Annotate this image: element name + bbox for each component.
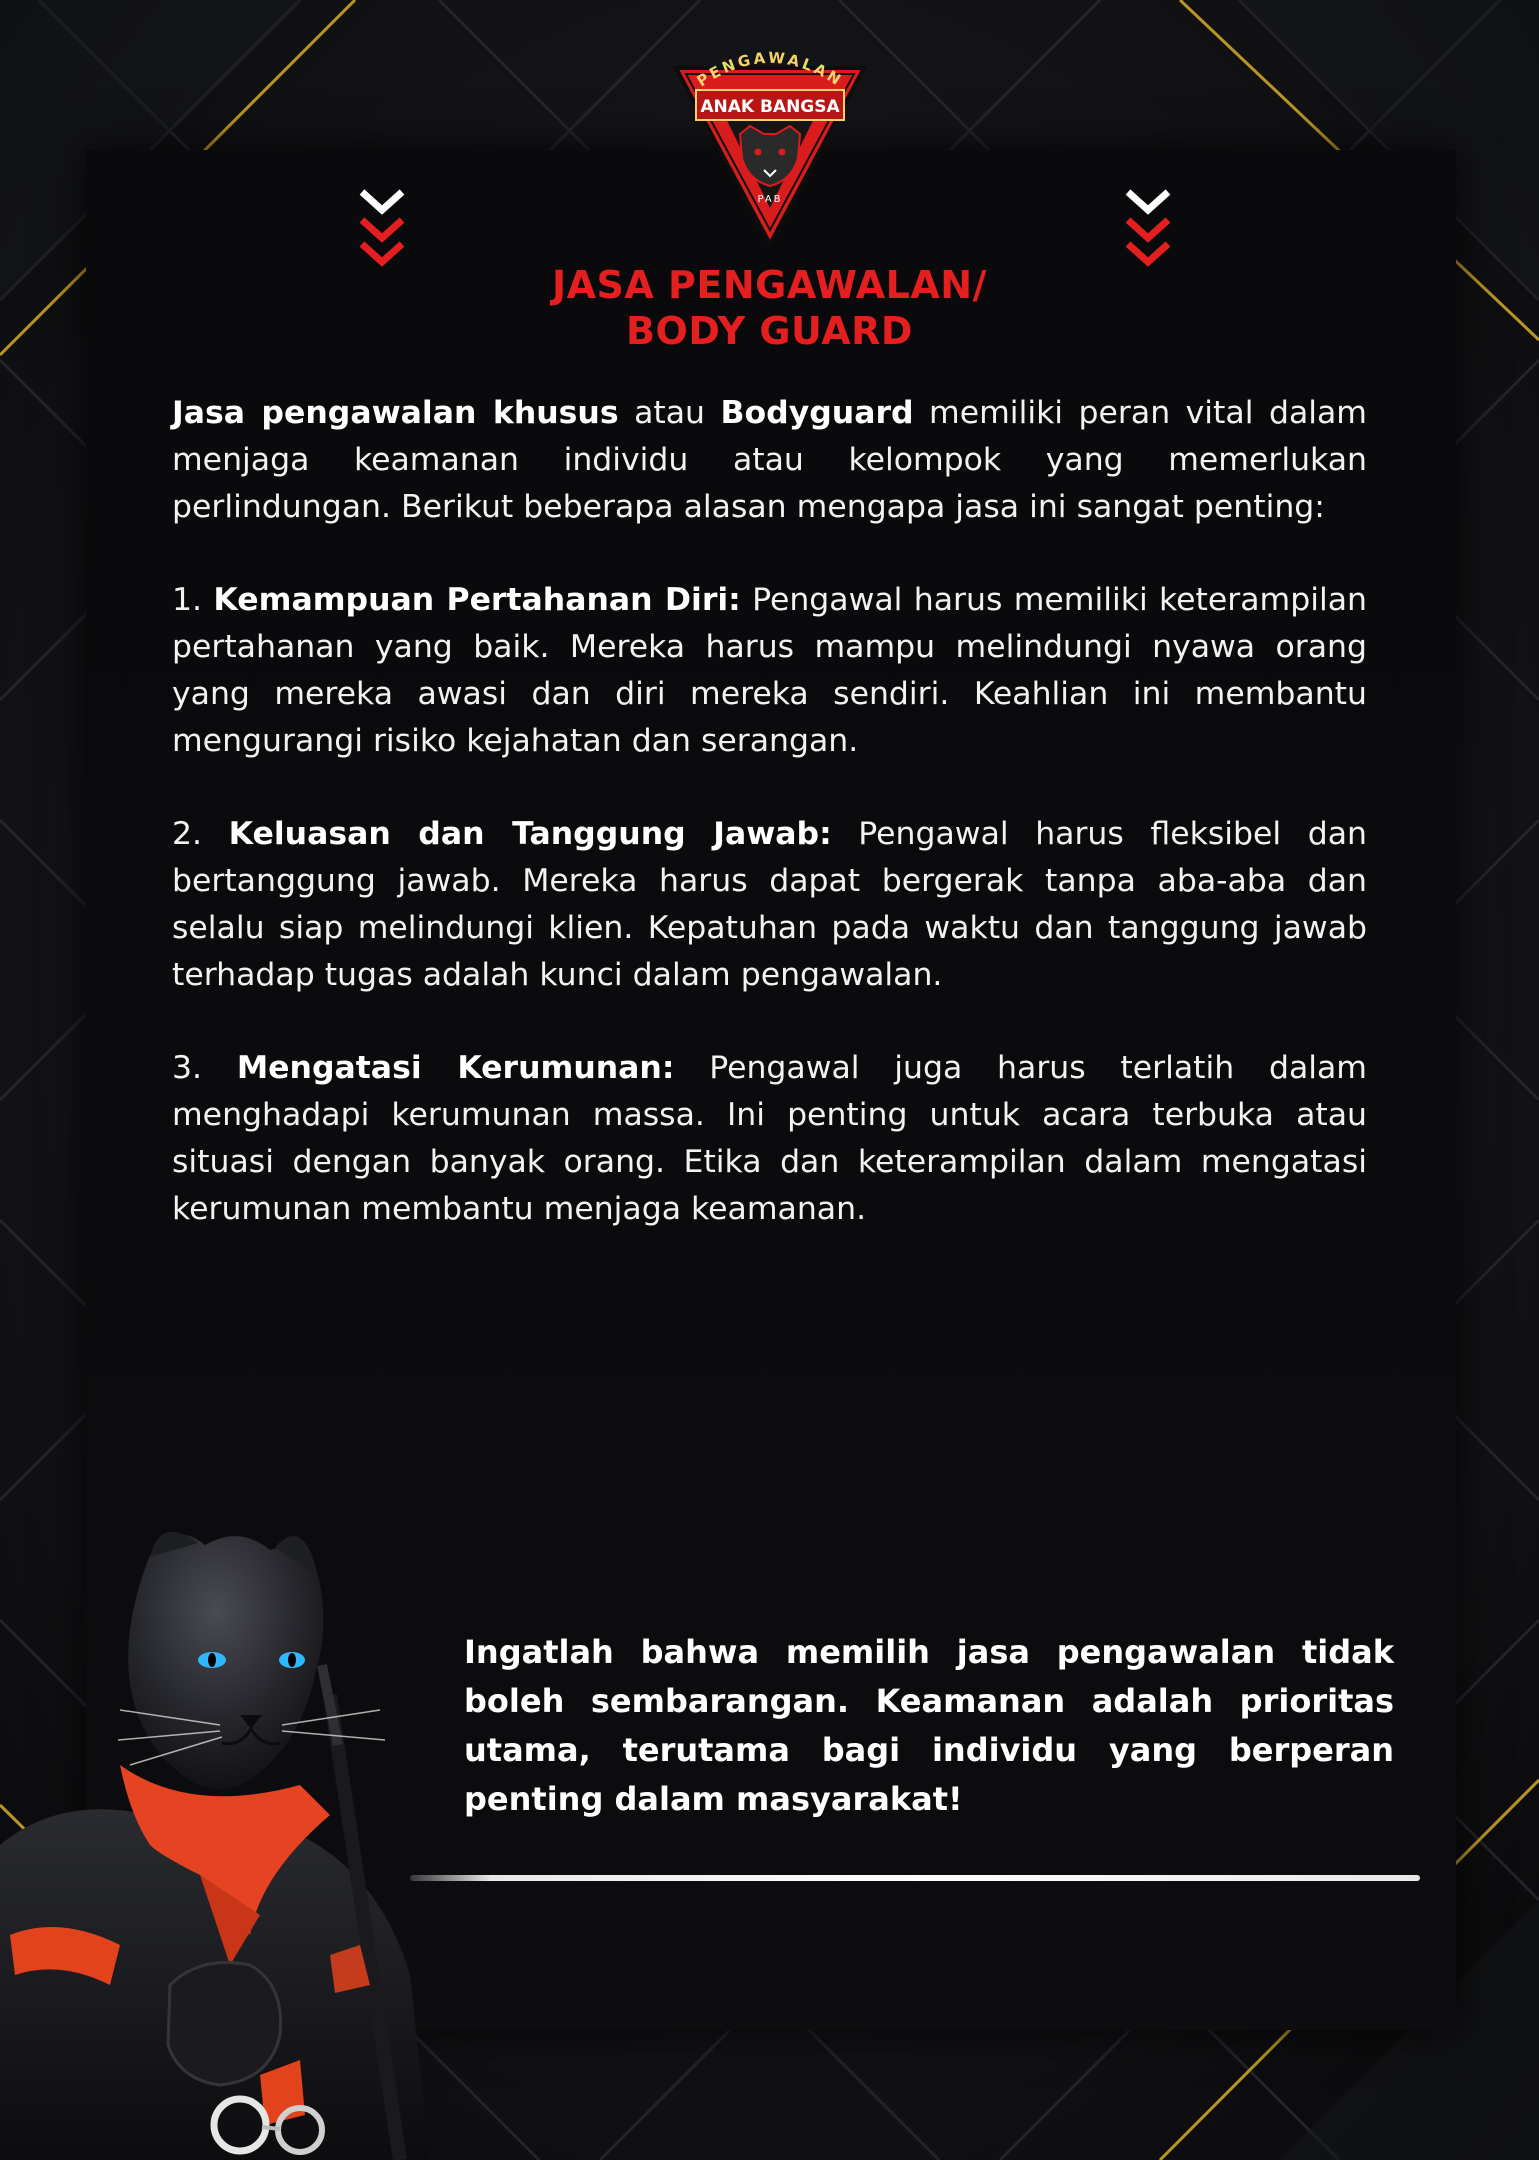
intro-text-1: atau xyxy=(618,395,721,431)
point-number: 1. xyxy=(172,582,214,618)
divider-line xyxy=(410,1875,1420,1881)
intro-text-2: memiliki peran vital dalam menjaga keamanan individu atau kelompok yang memerlukan perlindungan. Berikut beberapa alasan mengapa jasa ini sangat penting: xyxy=(172,395,1367,525)
point-text: Pengawal harus memiliki keterampilan pertahanan yang baik. Mereka harus mampu melindungi nyawa orang yang mereka awasi dan diri mereka sendiri. Keahlian ini membantu mengurangi risiko kejahatan dan serangan. xyxy=(172,582,1367,759)
point-heading: Keluasan dan Tanggung Jawab: xyxy=(228,816,832,852)
article-body xyxy=(172,390,1367,1279)
closing-statement: Ingatlah bahwa memilih jasa pengawalan tidak boleh sembarangan. Keamanan adalah prioritas utama, terutama bagi individu yang berperan penting dalam masyarakat! xyxy=(464,1633,1394,1818)
logo-tag-text: PAB xyxy=(757,194,783,205)
panther-mascot-icon xyxy=(0,1515,440,2160)
title-line-2: BODY GUARD xyxy=(626,309,913,353)
point-paragraph xyxy=(172,1045,1367,1233)
shield-logo-icon xyxy=(672,30,868,250)
title-line-1: JASA PENGAWALAN/ xyxy=(552,263,987,307)
point-paragraph xyxy=(172,811,1367,999)
point-number: 2. xyxy=(172,816,229,852)
logo-arc-text: PENGAWALAN xyxy=(693,48,847,91)
intro-bold-2: Bodyguard xyxy=(720,395,914,431)
point-heading: Kemampuan Pertahanan Diri: xyxy=(213,582,741,618)
point-paragraph xyxy=(172,577,1367,765)
intro-bold-1: Jasa pengawalan khusus xyxy=(172,395,619,431)
point-heading: Mengatasi Kerumunan: xyxy=(236,1050,675,1086)
point-text: Pengawal harus fleksibel dan bertanggung jawab. Mereka harus dapat bergerak tanpa aba-aba dan selalu siap melindungi klien. Kepatuhan pada waktu dan tanggung jawab terhadap tugas adalah kunci dalam pengawalan. xyxy=(172,816,1367,993)
page-title xyxy=(0,262,1539,354)
logo-banner-text: ANAK BANGSA xyxy=(700,97,840,117)
point-number: 3. xyxy=(172,1050,237,1086)
intro-paragraph xyxy=(172,390,1367,531)
point-text: Pengawal juga harus terlatih dalam menghadapi kerumunan massa. Ini penting untuk acara terbuka atau situasi dengan banyak orang. Etika dan keterampilan dalam mengatasi kerumunan membantu menjaga keamanan. xyxy=(172,1050,1367,1227)
